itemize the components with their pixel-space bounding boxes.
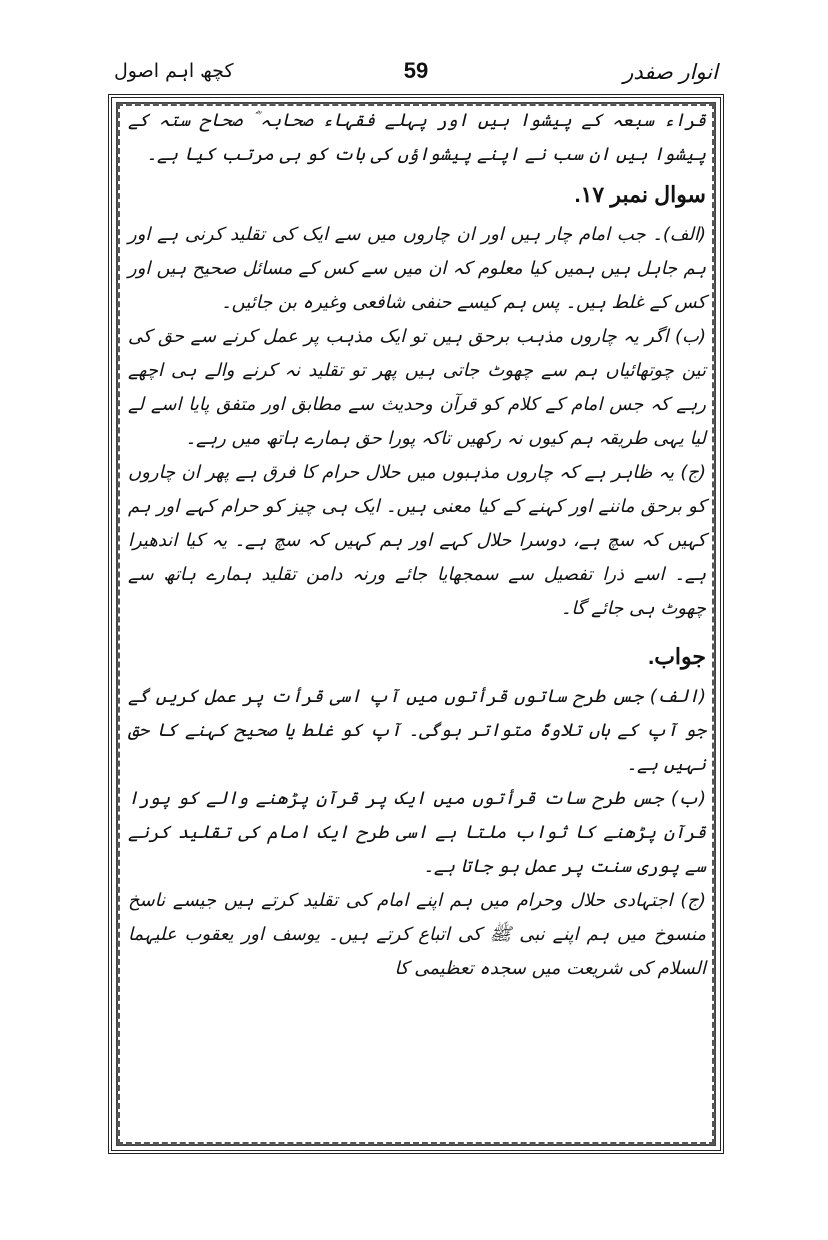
answer-part-be: (ب) جس طرح سات قرأتوں میں ایک پر قرآن پڑھنے والے کو پورا قرآن پڑھنے کا ثواب ملتا ہے اسی طرح ایک امام کی تقلید کرنے سے پوری سنت پر عمل ہو جاتا ہے۔	[128, 788, 706, 877]
page-number: 59	[403, 58, 429, 83]
chapter-title: کچھ اہم اصول	[114, 60, 234, 82]
question-part-be: (ب) اگر یہ چاروں مذہب برحق ہیں تو ایک مذہب پر عمل کرنے سے حق کی تین چوتھائیاں ہم سے چھوٹ جاتی ہیں پھر تو تقلید نہ کرنے والے ہی اچھے رہے کہ جس امام کے کلام کو قرآن وحدیث سے مطابق اور متفق پایا اسے لے لیا یہی طریقہ ہم کیوں نہ رکھیں تاکہ پورا حق ہمارے ہاتھ میں رہے۔	[128, 326, 706, 449]
page-header	[108, 58, 724, 94]
book-title: انوار صفدر	[623, 60, 718, 84]
question-heading: سوال نمبر ۱۷.	[574, 182, 706, 207]
question-part-jeem: (ج) یہ ظاہر ہے کہ چاروں مذہبوں میں حلال حرام کا فرق ہے پھر ان چاروں کو برحق ماننے اور کہنے کے کیا معنی ہیں۔ ایک ہی چیز کو حرام کہے اور ہم کہیں کہ سچ ہے، دوسرا حلال کہے اور ہم کہیں کہ سچ ہے۔ یہ کیا اندھیرا ہے۔ اسے ذرا تفصیل سے سمجھایا جائے ورنہ دامن تقلید ہمارے ہاتھ سے چھوٹ ہی جائے گا۔	[128, 462, 706, 619]
answer-heading: جواب.	[648, 644, 706, 669]
question-part-alif: (الف)۔ جب امام چار ہیں اور ان چاروں میں سے ایک کی تقلید کرنی ہے اور ہم جاہل ہیں ہمیں کیا معلوم کہ ان میں سے کس کے مسائل صحیح ہیں اور کس کے غلط ہیں۔ پس ہم کیسے حنفی شافعی وغیرہ بن جائیں۔	[128, 224, 706, 313]
answer-part-alif: (الف) جس طرح ساتوں قرأتوں میں آپ اسی قرأت پر عمل کریں گے جو آپ کے ہاں تلاوۃً متواتر ہوگی۔ آپ کو غلط یا صحیح کہنے کا حق نہیں ہے۔	[128, 686, 706, 775]
intro-paragraph: قراء سبعہ کے پیشوا ہیں اور پہلے فقہاء صحابہ ؓ صحاح ستہ کے پیشوا ہیں ان سب نے اپنے پیشواؤں کی بات کو ہی مرتب کیا ہے۔	[128, 110, 706, 165]
page-body	[128, 104, 706, 986]
answer-part-jeem: (ج) اجتہادی حلال وحرام میں ہم اپنے امام کی تقلید کرتے ہیں جیسے ناسخ منسوخ میں ہم اپنے نبی ﷺ کی اتباع کرتے ہیں۔ یوسف اور یعقوب علیہما السلام کی شریعت میں سجدہ تعظیمی کا	[128, 890, 706, 979]
